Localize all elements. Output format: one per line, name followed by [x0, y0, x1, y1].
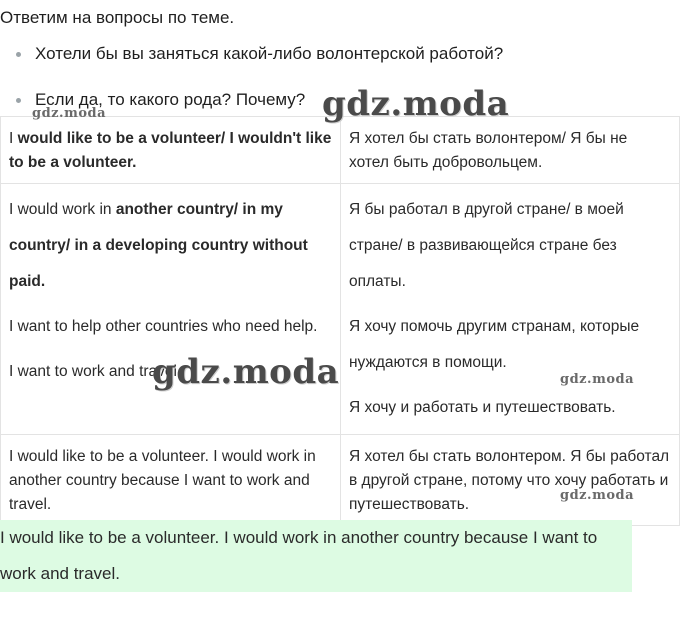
- cell-text: I would work in: [9, 201, 116, 218]
- cell-paragraph: Я хочу помочь другим странам, которые нуждаются в помощи.: [349, 318, 640, 371]
- question-2: Если да, то какого рода? Почему?: [35, 90, 306, 109]
- cell-paragraph: Я хочу и работать и путешествовать.: [349, 399, 616, 416]
- bullet-dot-icon: [16, 98, 21, 103]
- final-answer: I would like to be a volunteer. I would work in another country because I want to work and travel.: [0, 520, 632, 592]
- bullet-dot-icon: [16, 52, 21, 57]
- cell-paragraph: Я бы работал в другой стране/ в моей стране/ в развивающейся стране без оплаты.: [349, 201, 624, 290]
- answer-table: [0, 116, 680, 526]
- intro-text: Ответим на вопросы по теме.: [0, 8, 235, 27]
- table-cell-en: [1, 117, 341, 184]
- watermark-logo: gdz.moda: [322, 84, 510, 124]
- cell-bold-text: another country/ in my country/ in a developing country without paid: [9, 201, 308, 290]
- table-cell-en: [1, 184, 341, 435]
- watermark-logo: gdz.moda: [560, 488, 635, 503]
- watermark-logo: gdz.moda: [560, 372, 635, 387]
- cell-bold-text: would like to be a volunteer/ I wouldn't like to be a volunteer: [9, 130, 332, 171]
- table-cell-en: I would like to be a volunteer. I would work in another country because I want to work and travel.: [1, 435, 341, 526]
- cell-text: .: [132, 154, 137, 171]
- watermark-logo: gdz.moda: [152, 352, 340, 392]
- cell-paragraph: [9, 192, 332, 300]
- watermark-logo: gdz.moda: [32, 106, 107, 121]
- table-cell-ru: [341, 184, 680, 435]
- table-row: [1, 117, 680, 184]
- table-cell-ru: Я хотел бы стать волонтером. Я бы работал в другой стране, потому что хочу работать и путешествовать.: [341, 435, 680, 526]
- cell-paragraph: I want to work and travel.: [9, 363, 182, 380]
- cell-text: I: [9, 130, 18, 147]
- table-row: [1, 435, 680, 526]
- cell-paragraph: I want to help other countries who need help.: [9, 318, 318, 335]
- table-cell-ru: Я хотел бы стать волонтером/ Я бы не хотел быть добровольцем.: [341, 117, 680, 184]
- question-1: Хотели бы вы заняться какой-либо волонтерской работой?: [35, 44, 504, 63]
- cell-text: .: [40, 273, 46, 290]
- table-row: [1, 184, 680, 435]
